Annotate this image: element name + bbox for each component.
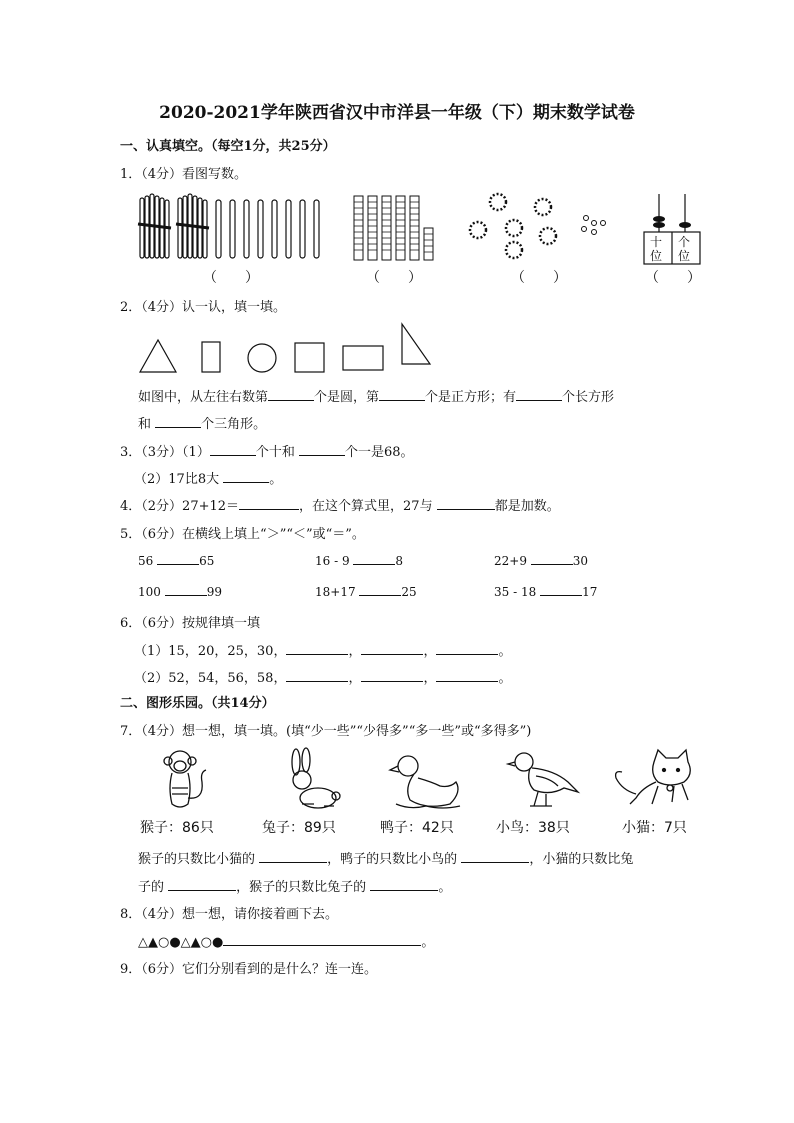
- seq-blank[interactable]: [361, 669, 423, 682]
- bird-picture: [506, 748, 581, 814]
- compare-blank[interactable]: [353, 552, 395, 565]
- compare-blank[interactable]: [165, 583, 207, 596]
- compare-item: 35 - 18 17: [494, 585, 598, 599]
- question-5-label: 5．（6分）在横线上填上“＞”“＜”或“＝”。: [120, 527, 365, 542]
- ones-place-label: 个位: [677, 235, 690, 263]
- pattern-answer-blank[interactable]: [223, 933, 421, 946]
- q2-blank-2[interactable]: [379, 388, 425, 401]
- question-7-label: 7．（4分）想一想，填一填。(填“少一些”“少得多”“多一些”或“多得多”): [120, 724, 532, 739]
- rabbit-picture: [282, 748, 342, 814]
- compare-item: 22+9 30: [494, 554, 589, 568]
- right-triangle-shape: [402, 324, 430, 364]
- question-2-line-1: 如图中，从左往右数第 个是圆，第 个是正方形；有 个长方形: [138, 390, 615, 405]
- seq-blank[interactable]: [286, 642, 348, 655]
- compare-blank[interactable]: [157, 552, 199, 565]
- section-2-heading: 二、图形乐园。（共14分）: [120, 696, 275, 711]
- question-3: 3．（3分）（1） 个十和 个一是68。: [120, 445, 414, 460]
- compare-item: 18+17 25: [315, 585, 417, 599]
- question-7-line-1: 猴子的只数比小猫的 ，鸭子的只数比小鸟的 ，小猫的只数比兔: [138, 852, 634, 867]
- animal-label-bird: 小鸟：38只: [496, 820, 570, 836]
- question-6-label: 6．（6分）按规律填一填: [120, 616, 261, 631]
- question-2-label: 2．（4分）认一认，填一填。: [120, 300, 287, 315]
- compare-blank[interactable]: [359, 583, 401, 596]
- bundled-sticks-picture: [138, 192, 328, 264]
- q4-blank-2[interactable]: [437, 497, 495, 510]
- q3-blank-3[interactable]: [223, 470, 269, 483]
- question-1-label: 1．（4分）看图写数。: [120, 167, 248, 182]
- animal-label-monkey: 猴子：86只: [140, 820, 214, 836]
- answer-paren-4[interactable]: （ ）: [645, 270, 701, 286]
- wide-rectangle-shape: [343, 346, 383, 370]
- answer-paren-3[interactable]: （ ）: [511, 270, 567, 286]
- compare-blank[interactable]: [540, 583, 582, 596]
- animal-label-cat: 小猫：7只: [622, 820, 687, 836]
- seq-blank[interactable]: [286, 669, 348, 682]
- tall-rectangle-shape: [202, 342, 220, 372]
- circle-shape: [248, 344, 276, 372]
- compare-blank[interactable]: [531, 552, 573, 565]
- question-8-pattern: △▲○●△▲○● 。: [138, 935, 435, 950]
- cube-rods-picture: [352, 192, 437, 264]
- q3-blank-1[interactable]: [210, 443, 256, 456]
- animal-label-duck: 鸭子：42只: [380, 820, 454, 836]
- stick-bundle-2: [176, 194, 209, 258]
- compare-item: 16 - 9 8: [315, 554, 404, 568]
- q2-blank-4[interactable]: [155, 415, 201, 428]
- q2-blank-1[interactable]: [268, 388, 314, 401]
- q2-blank-3[interactable]: [516, 388, 562, 401]
- compare-item: 100 99: [138, 585, 223, 599]
- cat-picture: [612, 748, 698, 814]
- q7-blank-2[interactable]: [461, 850, 529, 863]
- square-shape: [295, 343, 324, 372]
- stick-bundle-1: [138, 194, 171, 258]
- animal-label-rabbit: 兔子：89只: [262, 820, 336, 836]
- tens-place-label: 十位: [649, 235, 662, 263]
- question-9-label: 9．（6分）它们分别看到的是什么？连一连。: [120, 962, 378, 977]
- answer-paren-1[interactable]: （ ）: [203, 270, 259, 286]
- seq-blank[interactable]: [361, 642, 423, 655]
- q7-blank-1[interactable]: [259, 850, 327, 863]
- bead-rings-picture: [466, 192, 616, 264]
- triangle-shape: [140, 340, 176, 372]
- q3-blank-2[interactable]: [299, 443, 345, 456]
- q7-blank-4[interactable]: [370, 878, 438, 891]
- q4-blank-1[interactable]: [239, 497, 299, 510]
- question-2-line-2: 和 个三角形。: [138, 417, 267, 432]
- question-8-label: 8．（4分）想一想，请你接着画下去。: [120, 907, 339, 922]
- sequence-2: （2）52，54，56，58， ， ， 。: [134, 671, 512, 686]
- shapes-row: [138, 322, 438, 374]
- sequence-1: （1）15，20，25，30， ， ， 。: [134, 644, 512, 659]
- seq-blank[interactable]: [436, 642, 498, 655]
- monkey-picture: [160, 748, 210, 814]
- duck-picture: [390, 748, 465, 814]
- question-4: 4．（2分）27+12＝ ，在这个算式里，27与 都是加数。: [120, 499, 560, 514]
- seq-blank[interactable]: [436, 669, 498, 682]
- compare-item: 56 65: [138, 554, 215, 568]
- question-3-part-2: （2）17比8大 。: [134, 472, 283, 487]
- answer-paren-2[interactable]: （ ）: [366, 270, 422, 286]
- question-7-line-2: 子的 ，猴子的只数比兔子的 。: [138, 880, 452, 895]
- q7-blank-3[interactable]: [168, 878, 236, 891]
- page-title: 2020-2021学年陕西省汉中市洋县一年级（下）期末数学试卷: [159, 103, 635, 123]
- section-1-heading: 一、认真填空。（每空1分，共25分）: [120, 139, 336, 154]
